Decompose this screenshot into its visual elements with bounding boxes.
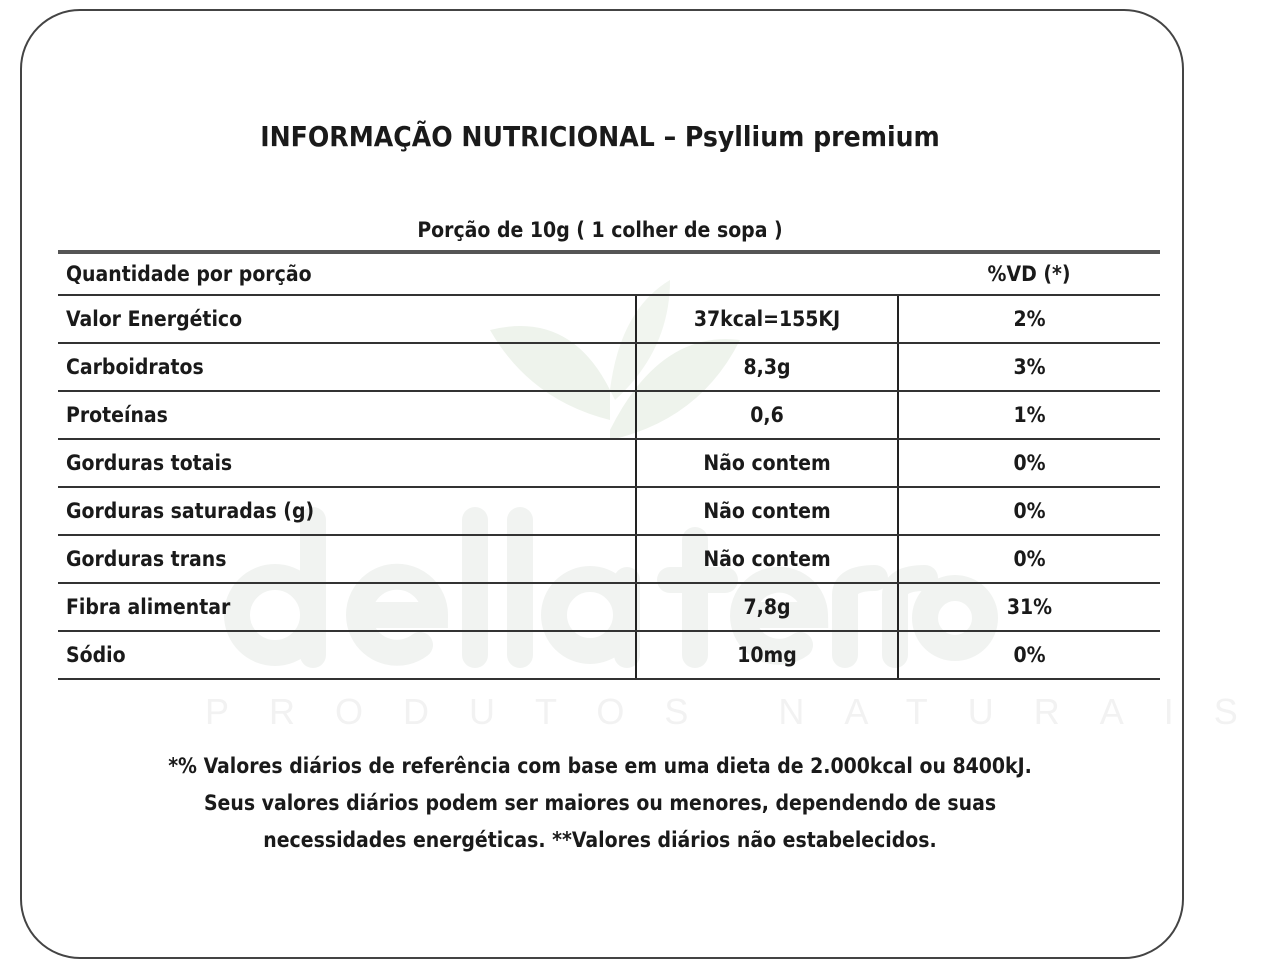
footnote-line: Seus valores diários podem ser maiores ou menores, dependendo de suas: [203, 791, 997, 815]
table-row: [58, 343, 1160, 391]
nutrient-amount: 8,3g: [636, 343, 898, 391]
footnote: [0, 748, 1200, 859]
nutrient-label: Carboidratos: [58, 343, 636, 391]
nutrient-amount: 10mg: [636, 631, 898, 679]
page-title: INFORMAÇÃO NUTRICIONAL – Psyllium premium: [260, 120, 940, 153]
nutrient-amount: Não contem: [636, 487, 898, 535]
nutrient-dv: 0%: [898, 631, 1160, 679]
nutrient-label: Gorduras trans: [58, 535, 636, 583]
portion-size: Porção de 10g ( 1 colher de sopa ): [417, 218, 783, 242]
nutrient-label: Gorduras totais: [58, 439, 636, 487]
table-header-row: [58, 252, 1160, 295]
nutrient-amount: 0,6: [636, 391, 898, 439]
nutrient-amount: Não contem: [636, 439, 898, 487]
table-row: [58, 583, 1160, 631]
nutrient-label: Fibra alimentar: [58, 583, 636, 631]
nutrient-label: Gorduras saturadas (g): [58, 487, 636, 535]
table-row: [58, 439, 1160, 487]
nutrient-dv: 1%: [898, 391, 1160, 439]
nutrient-dv: 2%: [898, 295, 1160, 343]
table-row: [58, 631, 1160, 679]
nutrient-amount: 7,8g: [636, 583, 898, 631]
header-quantity: Quantidade por porção: [58, 252, 636, 295]
nutrient-amount: Não contem: [636, 535, 898, 583]
nutrient-dv: 0%: [898, 439, 1160, 487]
table-row: [58, 391, 1160, 439]
nutrient-label: Valor Energético: [58, 295, 636, 343]
nutrition-table: [58, 250, 1160, 680]
table-row: [58, 295, 1160, 343]
nutrient-amount: 37kcal=155KJ: [636, 295, 898, 343]
table-row: [58, 487, 1160, 535]
watermark-tagline: PRODUTOS NATURAIS: [205, 691, 1278, 732]
table-row: [58, 535, 1160, 583]
nutrient-label: Proteínas: [58, 391, 636, 439]
nutrient-dv: 0%: [898, 487, 1160, 535]
footnote-line: necessidades energéticas. **Valores diários não estabelecidos.: [263, 828, 937, 852]
nutrient-dv: 31%: [898, 583, 1160, 631]
nutrient-dv: 3%: [898, 343, 1160, 391]
header-amount: [636, 252, 898, 295]
nutrient-label: Sódio: [58, 631, 636, 679]
nutrient-dv: 0%: [898, 535, 1160, 583]
footnote-line: *% Valores diários de referência com base em uma dieta de 2.000kcal ou 8400kJ.: [168, 754, 1032, 778]
header-dv: %VD (*): [898, 252, 1160, 295]
